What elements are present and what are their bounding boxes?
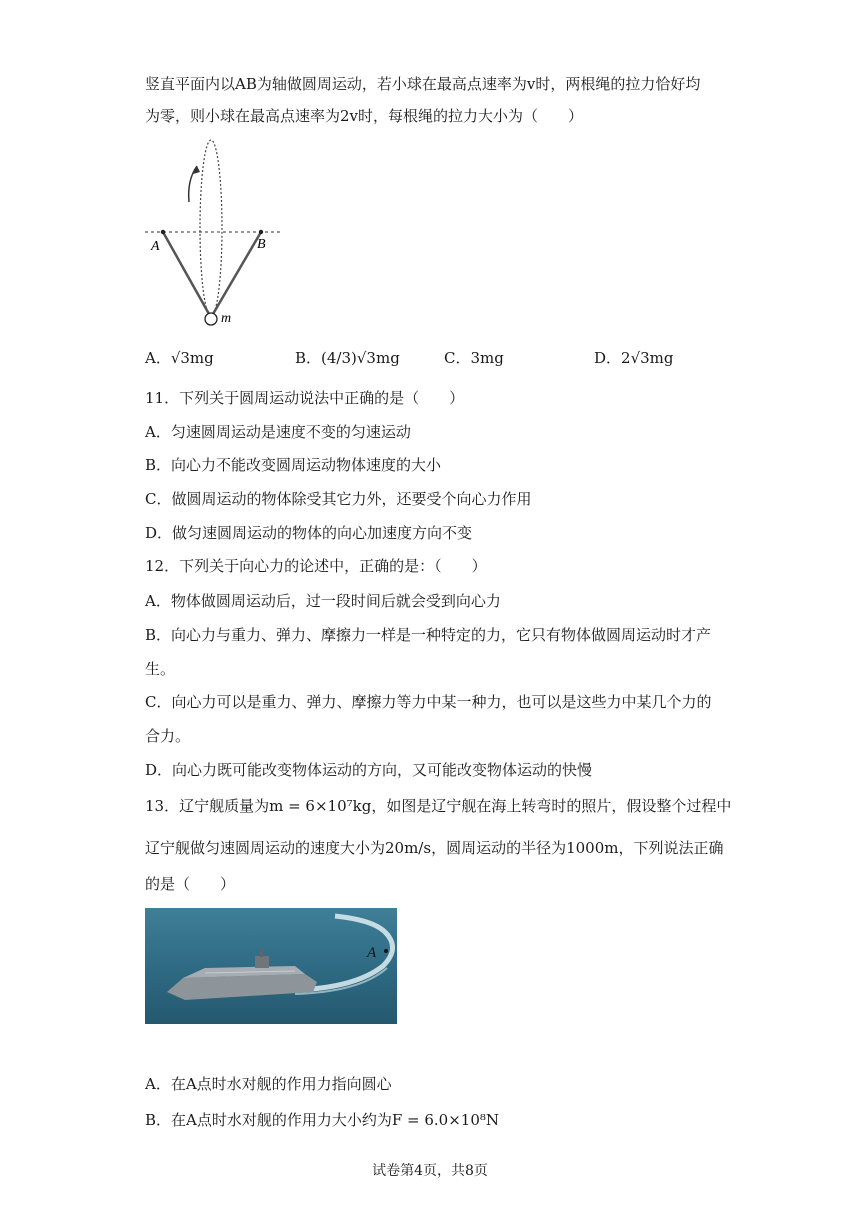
q11-stem: 11．下列关于圆周运动说法中正确的是（ ） [145, 389, 465, 407]
q10-option-c: C．3mg [444, 349, 504, 367]
q10-figure [143, 136, 293, 331]
q12-stem: 12．下列关于向心力的论述中，正确的是：（ ） [145, 557, 487, 575]
point-a [161, 230, 165, 234]
q10-option-b: B．(4/3)√3mg [295, 349, 400, 367]
label-b: B [257, 237, 266, 252]
q10-stem-line-1: 竖直平面内以AB为轴做圆周运动，若小球在最高点速率为v时，两根绳的拉力恰好均 [145, 75, 701, 93]
q13-stem-line-1: 13．辽宁舰质量为m = 6×10⁷kg，如图是辽宁舰在海上转弯时的照片，假设整个过程中 [145, 797, 732, 815]
q12-option-d: D．向心力既可能改变物体运动的方向，又可能改变物体运动的快慢 [145, 761, 593, 779]
q12-option-c-line-2: 合力。 [145, 727, 191, 745]
rope-a [163, 232, 209, 314]
q12-option-a: A．物体做圆周运动后，过一段时间后就会受到向心力 [145, 592, 501, 610]
q13-stem-line-3: 的是（ ） [145, 875, 236, 893]
q11-option-d: D．做匀速圆周运动的物体的向心加速度方向不变 [145, 524, 473, 542]
q11-option-b: B．向心力不能改变圆周运动物体速度的大小 [145, 456, 442, 474]
point-a-marker [384, 949, 388, 953]
q11-option-a: A．匀速圆周运动是速度不变的匀速运动 [145, 423, 411, 441]
q10-stem-line-2: 为零，则小球在最高点速率为2v时，每根绳的拉力大小为（ ） [145, 107, 584, 125]
circle-path-ellipse [200, 140, 222, 316]
point-b [259, 230, 263, 234]
q13-stem-line-2: 辽宁舰做匀速圆周运动的速度大小为20m/s，圆周运动的半径为1000m，下列说法正确 [145, 839, 724, 857]
ball [205, 313, 217, 325]
label-m: m [221, 311, 232, 326]
aircraft-carrier-photo [145, 908, 397, 1024]
q13-option-a: A．在A点时水对舰的作用力指向圆心 [145, 1075, 392, 1093]
q12-option-b-line-1: B．向心力与重力、弹力、摩擦力一样是一种特定的力，它只有物体做圆周运动时才产 [145, 626, 712, 644]
q11-option-c: C．做圆周运动的物体除受其它力外，还要受个向心力作用 [145, 490, 532, 508]
q12-option-c-line-1: C．向心力可以是重力、弹力、摩擦力等力中某一种力，也可以是这些力中某几个力的 [145, 693, 712, 711]
page-footer: 试卷第4页，共8页 [372, 1163, 488, 1179]
q13-option-b: B．在A点时水对舰的作用力大小约为F = 6.0×10⁸N [145, 1111, 500, 1129]
q10-option-a: A．√3mg [145, 349, 214, 367]
q12-option-b-line-2: 生。 [145, 660, 176, 678]
q10-option-d: D．2√3mg [594, 349, 674, 367]
photo-label-a: A [367, 945, 377, 961]
carrier-island [255, 956, 269, 968]
label-a: A [151, 239, 160, 254]
